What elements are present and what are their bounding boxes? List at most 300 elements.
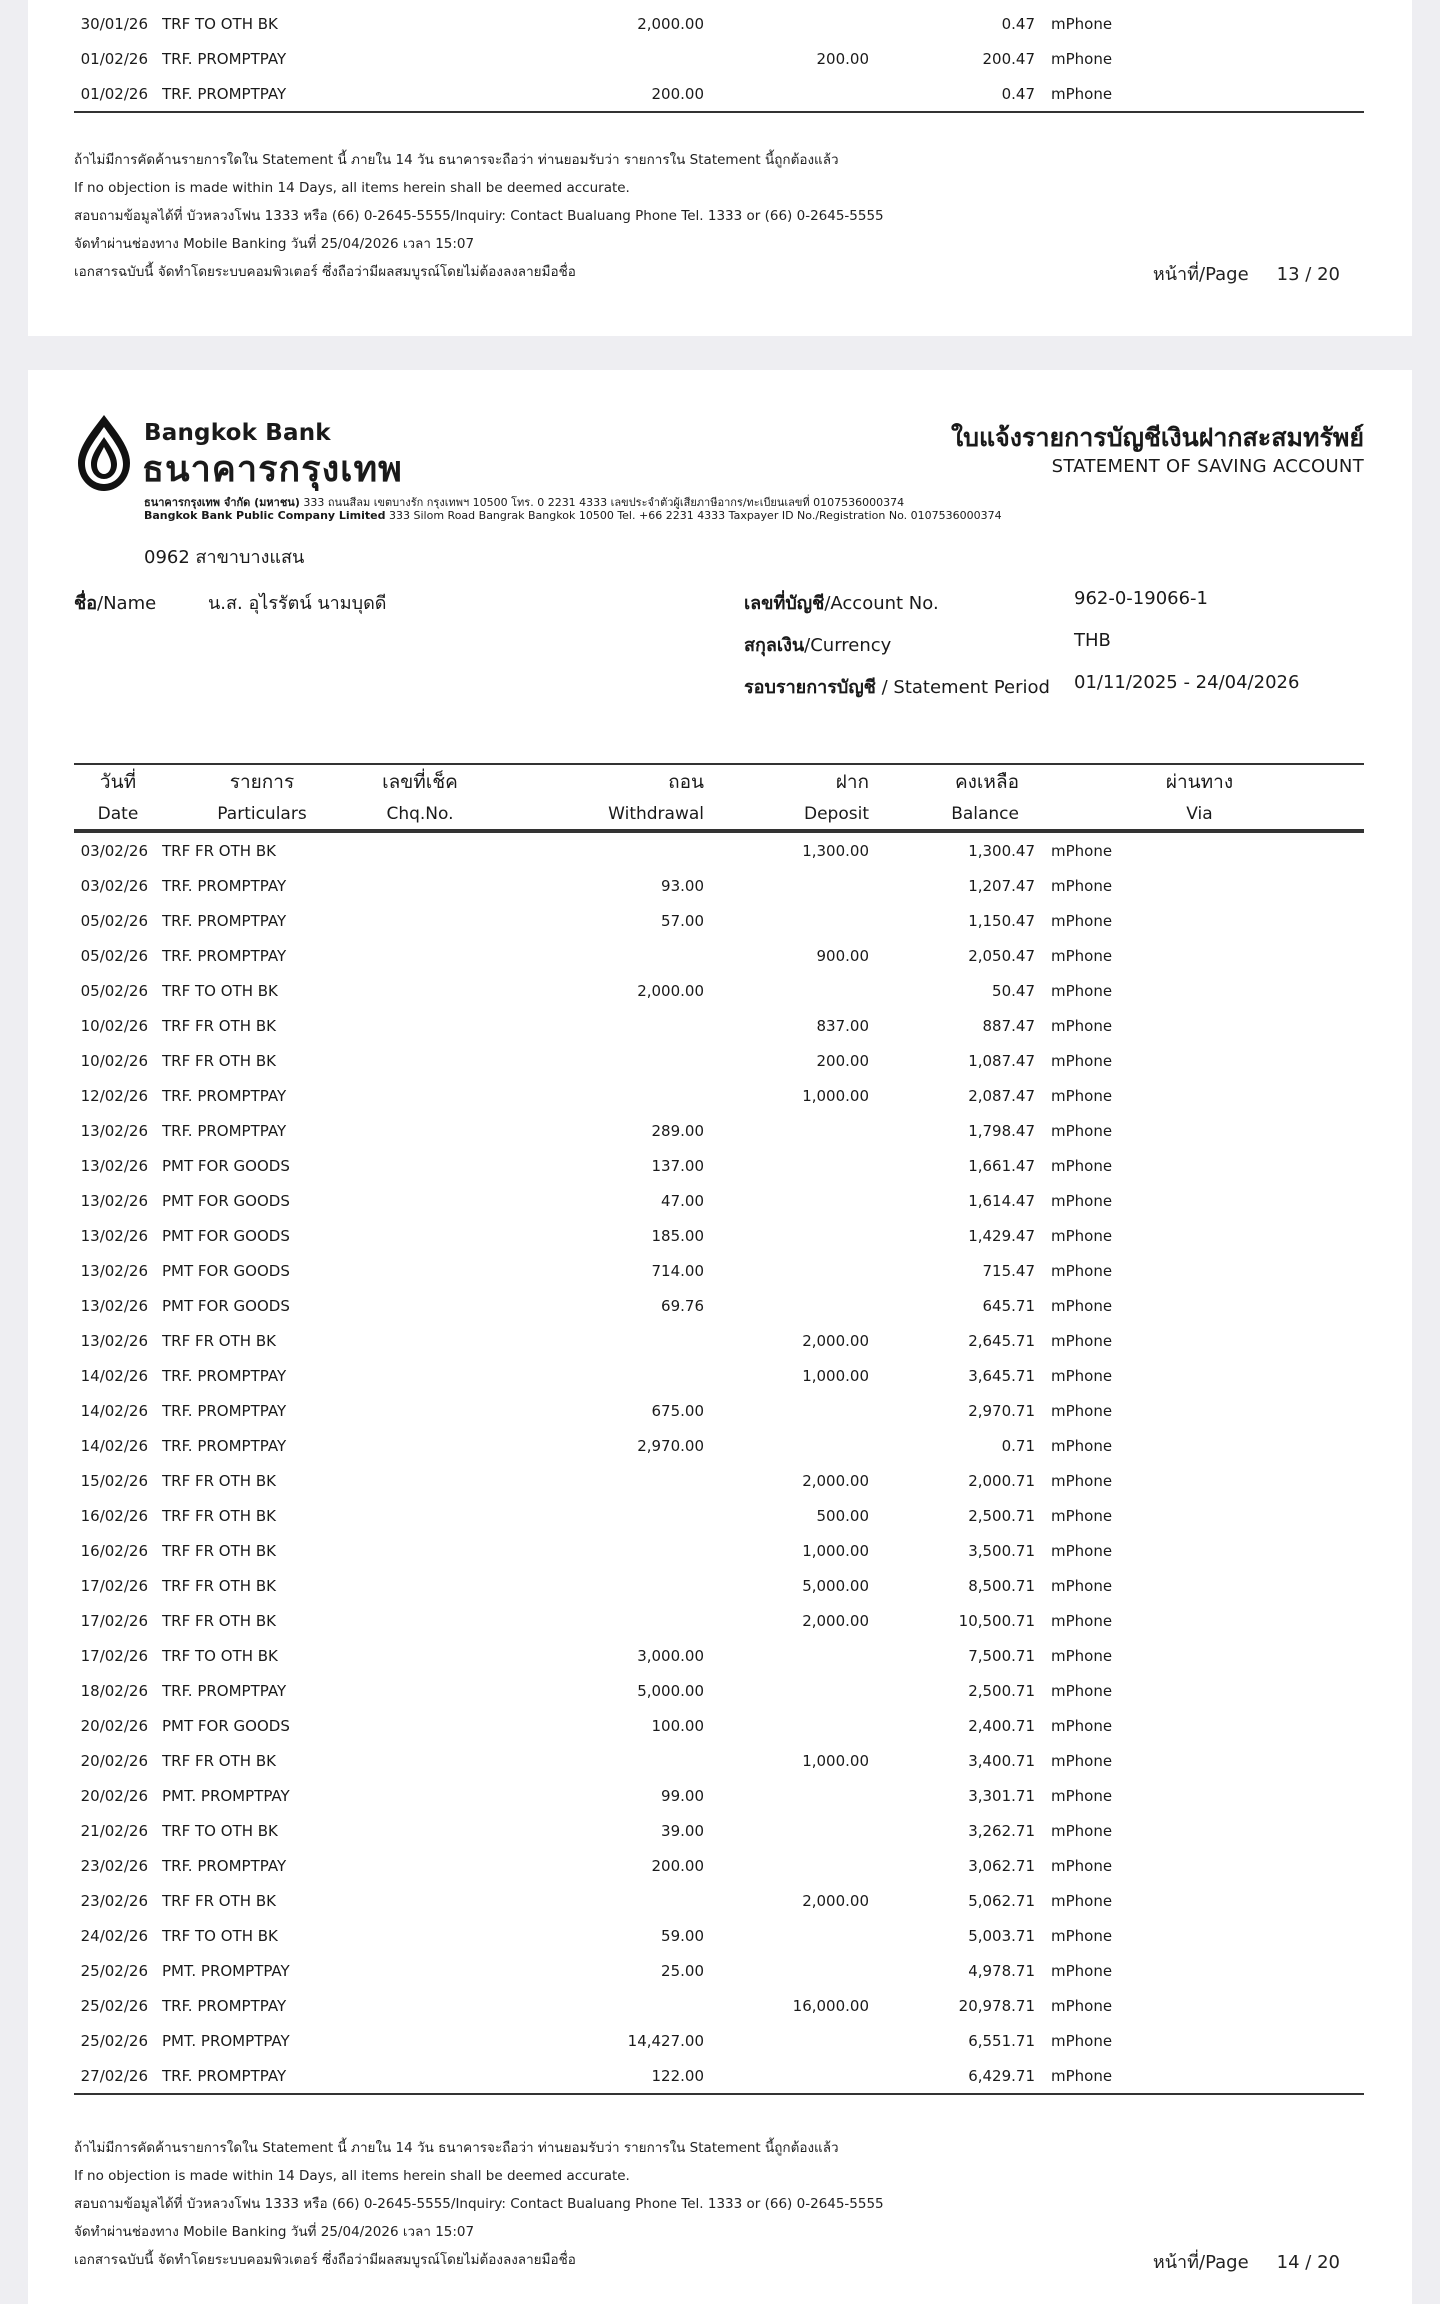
- currency-label: สกุลเงิน/Currency: [744, 635, 892, 656]
- col-via-en: Via: [1186, 803, 1213, 824]
- row-cheque-no: [362, 1008, 478, 1043]
- row-particulars: TRF. PROMPTPAY: [162, 1856, 287, 1875]
- row-cheque-no: [362, 1918, 478, 1953]
- row-particulars: PMT. PROMPTPAY: [162, 1786, 290, 1805]
- row-balance: 2,645.71: [968, 1331, 1035, 1350]
- row-balance: 3,301.71: [968, 1786, 1035, 1805]
- row-withdrawal: 2,000.00: [637, 14, 704, 33]
- row-particulars: TRF FR OTH BK: [162, 1751, 276, 1770]
- page-number: [1153, 2247, 1340, 2276]
- page-number-value: 13 / 20: [1276, 264, 1340, 285]
- statement-page-14: [28, 370, 1412, 2304]
- row-particulars: PMT FOR GOODS: [162, 1296, 290, 1315]
- col-particulars-en: Particulars: [217, 803, 307, 824]
- page-number-label: หน้าที่/Page: [1152, 2252, 1249, 2273]
- row-via: mPhone: [1051, 1086, 1113, 1105]
- row-withdrawal: 289.00: [651, 1121, 704, 1140]
- row-date: 13/02/26: [80, 1191, 148, 1210]
- row-via: mPhone: [1051, 1751, 1113, 1770]
- row-deposit: [704, 1848, 869, 1883]
- row-withdrawal: [478, 1008, 704, 1043]
- row-deposit: [704, 1113, 869, 1148]
- table-row: [74, 1988, 1364, 2023]
- row-date: 13/02/26: [80, 1261, 148, 1280]
- page-number-value: 14 / 20: [1276, 2252, 1340, 2273]
- row-via: mPhone: [1051, 14, 1113, 33]
- col-balance-th: คงเหลือ: [954, 770, 1019, 793]
- row-date: 16/02/26: [80, 1506, 148, 1525]
- row-cheque-no: [362, 1568, 478, 1603]
- row-cheque-no: [362, 2058, 478, 2093]
- currency-value: THB: [1074, 630, 1111, 651]
- row-via: mPhone: [1051, 1226, 1113, 1245]
- row-cheque-no: [362, 1603, 478, 1638]
- row-balance: 4,978.71: [968, 1961, 1035, 1980]
- row-withdrawal: 714.00: [651, 1261, 704, 1280]
- row-cheque-no: [362, 1393, 478, 1428]
- row-balance: 2,000.71: [968, 1471, 1035, 1490]
- row-via: mPhone: [1051, 2066, 1113, 2085]
- table-row: [74, 1918, 1364, 1953]
- row-via: mPhone: [1051, 1961, 1113, 1980]
- row-deposit: 900.00: [816, 946, 869, 965]
- statement-footer: [74, 2134, 1364, 2284]
- row-via: mPhone: [1051, 1436, 1113, 1455]
- row-cheque-no: [362, 1673, 478, 1708]
- row-deposit: 2,000.00: [802, 1891, 869, 1910]
- row-balance: 645.71: [982, 1296, 1035, 1315]
- row-via: mPhone: [1051, 84, 1113, 103]
- row-via: mPhone: [1051, 1156, 1113, 1175]
- row-via: mPhone: [1051, 1786, 1113, 1805]
- transaction-table-body: [74, 833, 1364, 2093]
- row-cheque-no: [362, 1953, 478, 1988]
- row-deposit: [704, 76, 869, 111]
- table-row: [74, 1393, 1364, 1428]
- table-bottom-rule: [74, 2093, 1364, 2095]
- row-balance: 887.47: [982, 1016, 1035, 1035]
- row-via: mPhone: [1051, 946, 1113, 965]
- table-bottom-rule: [74, 111, 1364, 113]
- table-row: [74, 1778, 1364, 1813]
- table-row: [74, 1253, 1364, 1288]
- row-deposit: 2,000.00: [802, 1331, 869, 1350]
- row-deposit: [704, 6, 869, 41]
- row-balance: 2,087.47: [968, 1086, 1035, 1105]
- row-particulars: TRF FR OTH BK: [162, 1016, 276, 1035]
- col-deposit-th: ฝาก: [835, 770, 869, 793]
- row-balance: 8,500.71: [968, 1576, 1035, 1595]
- page-number: [1153, 259, 1340, 288]
- row-deposit: [704, 1428, 869, 1463]
- row-deposit: 1,000.00: [802, 1366, 869, 1385]
- row-withdrawal: 99.00: [661, 1786, 704, 1805]
- table-row: [74, 1708, 1364, 1743]
- row-particulars: PMT. PROMPTPAY: [162, 1961, 290, 1980]
- statement-period-label: รอบรายการบัญชี / Statement Period: [744, 677, 1050, 698]
- row-date: 13/02/26: [80, 1121, 148, 1140]
- table-row: [74, 1813, 1364, 1848]
- name-label: ชื่อ/Name: [74, 593, 157, 614]
- table-row: [74, 1288, 1364, 1323]
- row-balance: 2,500.71: [968, 1681, 1035, 1700]
- row-balance: 10,500.71: [958, 1611, 1035, 1630]
- table-row: [74, 2023, 1364, 2058]
- row-deposit: [704, 2023, 869, 2058]
- row-date: 03/02/26: [80, 841, 148, 860]
- statement-page-13: [28, 0, 1412, 336]
- table-row: [74, 76, 1364, 111]
- row-withdrawal: [478, 833, 704, 868]
- row-balance: 20,978.71: [958, 1996, 1035, 2015]
- row-cheque-no: [362, 1988, 478, 2023]
- row-deposit: [704, 1183, 869, 1218]
- row-date: 16/02/26: [80, 1541, 148, 1560]
- row-particulars: TRF. PROMPTPAY: [162, 1681, 287, 1700]
- row-withdrawal: 25.00: [661, 1961, 704, 1980]
- table-row: [74, 2058, 1364, 2093]
- row-date: 10/02/26: [80, 1051, 148, 1070]
- row-withdrawal: [478, 938, 704, 973]
- table-row: [74, 1848, 1364, 1883]
- row-cheque-no: [362, 41, 478, 76]
- row-balance: 200.47: [982, 49, 1035, 68]
- row-balance: 5,062.71: [968, 1891, 1035, 1910]
- row-balance: 1,150.47: [968, 911, 1035, 930]
- table-row: [74, 1743, 1364, 1778]
- row-date: 24/02/26: [80, 1926, 148, 1945]
- row-deposit: 200.00: [816, 49, 869, 68]
- row-particulars: PMT FOR GOODS: [162, 1191, 290, 1210]
- row-cheque-no: [362, 1708, 478, 1743]
- col-chq-en: Chq.No.: [386, 803, 454, 824]
- row-balance: 2,400.71: [968, 1716, 1035, 1735]
- row-withdrawal: 69.76: [661, 1296, 704, 1315]
- table-row: [74, 1323, 1364, 1358]
- row-particulars: TRF FR OTH BK: [162, 1541, 276, 1560]
- footer-objection-en: If no objection is made within 14 Days, all items herein shall be deemed accurate.: [74, 2168, 630, 2184]
- row-via: mPhone: [1051, 1856, 1113, 1875]
- row-via: mPhone: [1051, 1331, 1113, 1350]
- row-balance: 2,970.71: [968, 1401, 1035, 1420]
- transaction-table: [74, 763, 1364, 831]
- row-particulars: TRF FR OTH BK: [162, 1576, 276, 1595]
- row-balance: 2,050.47: [968, 946, 1035, 965]
- row-deposit: 1,000.00: [802, 1086, 869, 1105]
- row-particulars: TRF FR OTH BK: [162, 1891, 276, 1910]
- row-via: mPhone: [1051, 1891, 1113, 1910]
- col-date-th: วันที่: [99, 770, 137, 793]
- row-via: mPhone: [1051, 1261, 1113, 1280]
- row-balance: 3,262.71: [968, 1821, 1035, 1840]
- row-deposit: 1,000.00: [802, 1541, 869, 1560]
- row-withdrawal: 185.00: [651, 1226, 704, 1245]
- row-cheque-no: [362, 1078, 478, 1113]
- row-particulars: TRF FR OTH BK: [162, 1331, 276, 1350]
- row-date: 14/02/26: [80, 1366, 148, 1385]
- row-date: 05/02/26: [80, 911, 148, 930]
- row-withdrawal: 47.00: [661, 1191, 704, 1210]
- bank-name-en: Bangkok Bank: [144, 420, 331, 446]
- row-via: mPhone: [1051, 1646, 1113, 1665]
- row-deposit: [704, 973, 869, 1008]
- table-row: [74, 1008, 1364, 1043]
- row-via: mPhone: [1051, 1611, 1113, 1630]
- row-cheque-no: [362, 1043, 478, 1078]
- row-cheque-no: [362, 833, 478, 868]
- row-deposit: 1,000.00: [802, 1751, 869, 1770]
- row-date: 01/02/26: [80, 84, 148, 103]
- transaction-table-body: [74, 6, 1364, 111]
- table-row: [74, 1428, 1364, 1463]
- row-withdrawal: [478, 1603, 704, 1638]
- row-particulars: TRF. PROMPTPAY: [162, 1436, 287, 1455]
- row-particulars: TRF. PROMPTPAY: [162, 946, 287, 965]
- row-date: 18/02/26: [80, 1681, 148, 1700]
- transaction-table-rows: [74, 833, 1364, 2093]
- row-withdrawal: [478, 1463, 704, 1498]
- row-particulars: PMT FOR GOODS: [162, 1156, 290, 1175]
- row-cheque-no: [362, 1323, 478, 1358]
- row-withdrawal: 2,000.00: [637, 981, 704, 1000]
- row-balance: 1,300.47: [968, 841, 1035, 860]
- row-withdrawal: 2,970.00: [637, 1436, 704, 1455]
- table-row: [74, 903, 1364, 938]
- bank-company-th: ธนาคารกรุงเทพ จำกัด (มหาชน): [144, 496, 300, 509]
- row-date: 25/02/26: [80, 1996, 148, 2015]
- row-withdrawal: 100.00: [651, 1716, 704, 1735]
- row-date: 13/02/26: [80, 1156, 148, 1175]
- row-particulars: TRF. PROMPTPAY: [162, 911, 287, 930]
- row-date: 27/02/26: [80, 2066, 148, 2085]
- row-date: 01/02/26: [80, 49, 148, 68]
- table-row: [74, 1533, 1364, 1568]
- statement-title-th: ใบแจ้งรายการบัญชีเงินฝากสะสมทรัพย์: [950, 423, 1364, 452]
- row-cheque-no: [362, 1253, 478, 1288]
- row-date: 05/02/26: [80, 946, 148, 965]
- row-withdrawal: 122.00: [651, 2066, 704, 2085]
- row-via: mPhone: [1051, 1821, 1113, 1840]
- row-withdrawal: 14,427.00: [627, 2031, 704, 2050]
- row-withdrawal: [478, 1323, 704, 1358]
- row-balance: 0.47: [1001, 14, 1035, 33]
- row-deposit: [704, 1953, 869, 1988]
- col-balance-en: Balance: [951, 803, 1019, 824]
- table-row: [74, 973, 1364, 1008]
- table-row: [74, 1638, 1364, 1673]
- statement-period-value: 01/11/2025 - 24/04/2026: [1074, 672, 1300, 693]
- row-withdrawal: [478, 1883, 704, 1918]
- row-via: mPhone: [1051, 1681, 1113, 1700]
- row-balance: 6,429.71: [968, 2066, 1035, 2085]
- row-particulars: TRF. PROMPTPAY: [162, 1996, 287, 2015]
- row-balance: 1,087.47: [968, 1051, 1035, 1070]
- row-deposit: [704, 1778, 869, 1813]
- row-date: 14/02/26: [80, 1436, 148, 1455]
- row-via: mPhone: [1051, 1051, 1113, 1070]
- row-date: 10/02/26: [80, 1016, 148, 1035]
- row-date: 20/02/26: [80, 1751, 148, 1770]
- row-withdrawal: [478, 1743, 704, 1778]
- row-particulars: TRF. PROMPTPAY: [162, 49, 287, 68]
- row-date: 21/02/26: [80, 1821, 148, 1840]
- row-particulars: PMT FOR GOODS: [162, 1226, 290, 1245]
- col-withdrawal-th: ถอน: [668, 770, 704, 793]
- bank-name-th: ธนาคารกรุงเทพ: [142, 449, 403, 490]
- row-via: mPhone: [1051, 1541, 1113, 1560]
- row-date: 15/02/26: [80, 1471, 148, 1490]
- row-particulars: TRF. PROMPTPAY: [162, 84, 287, 103]
- row-balance: 1,429.47: [968, 1226, 1035, 1245]
- row-date: 05/02/26: [80, 981, 148, 1000]
- row-balance: 1,661.47: [968, 1156, 1035, 1175]
- col-withdrawal-en: Withdrawal: [608, 803, 704, 824]
- row-date: 13/02/26: [80, 1226, 148, 1245]
- table-row: [74, 6, 1364, 41]
- row-particulars: TRF TO OTH BK: [162, 14, 278, 33]
- row-particulars: TRF FR OTH BK: [162, 841, 276, 860]
- bank-address-en: [144, 509, 1002, 522]
- row-withdrawal: [478, 1358, 704, 1393]
- row-cheque-no: [362, 76, 478, 111]
- row-cheque-no: [362, 938, 478, 973]
- page-number-label: หน้าที่/Page: [1152, 264, 1249, 285]
- col-via-th: ผ่านทาง: [1165, 770, 1234, 793]
- row-particulars: TRF TO OTH BK: [162, 1926, 278, 1945]
- row-deposit: [704, 1288, 869, 1323]
- row-particulars: TRF. PROMPTPAY: [162, 1121, 287, 1140]
- row-withdrawal: 57.00: [661, 911, 704, 930]
- row-via: mPhone: [1051, 1716, 1113, 1735]
- table-row: [74, 1218, 1364, 1253]
- row-balance: 3,400.71: [968, 1751, 1035, 1770]
- row-particulars: TRF FR OTH BK: [162, 1471, 276, 1490]
- row-particulars: TRF FR OTH BK: [162, 1051, 276, 1070]
- row-particulars: TRF. PROMPTPAY: [162, 1401, 287, 1420]
- table-row: [74, 1883, 1364, 1918]
- row-withdrawal: 200.00: [651, 1856, 704, 1875]
- transaction-table: [74, 6, 1364, 111]
- row-via: mPhone: [1051, 1576, 1113, 1595]
- table-row: [74, 1183, 1364, 1218]
- row-balance: 3,500.71: [968, 1541, 1035, 1560]
- table-row: [74, 1498, 1364, 1533]
- row-withdrawal: [478, 1078, 704, 1113]
- row-particulars: TRF. PROMPTPAY: [162, 876, 287, 895]
- footer-computer-generated: เอกสารฉบับนี้ จัดทำโดยระบบคอมพิวเตอร์ ซึ่งถือว่ามีผลสมบูรณ์โดยไม่ต้องลงลายมือชื่อ: [74, 264, 576, 280]
- row-withdrawal: 93.00: [661, 876, 704, 895]
- table-row: [74, 41, 1364, 76]
- row-cheque-no: [362, 1743, 478, 1778]
- row-particulars: TRF FR OTH BK: [162, 1506, 276, 1525]
- row-balance: 0.47: [1001, 84, 1035, 103]
- row-withdrawal: [478, 1498, 704, 1533]
- row-date: 13/02/26: [80, 1331, 148, 1350]
- footer-objection-th: ถ้าไม่มีการคัดค้านรายการใดใน Statement นี้ ภายใน 14 วัน ธนาคารจะถือว่า ท่านยอมรับว่า รายการใน Statement นี้ถูกต้องแล้ว: [74, 2140, 839, 2156]
- row-via: mPhone: [1051, 1191, 1113, 1210]
- row-deposit: 5,000.00: [802, 1576, 869, 1595]
- row-deposit: 2,000.00: [802, 1471, 869, 1490]
- row-deposit: [704, 1708, 869, 1743]
- row-via: mPhone: [1051, 876, 1113, 895]
- table-header: [74, 764, 1364, 830]
- account-number-label: เลขที่บัญชี/Account No.: [744, 593, 939, 614]
- row-via: mPhone: [1051, 1366, 1113, 1385]
- row-withdrawal: [478, 1988, 704, 2023]
- col-particulars-th: รายการ: [229, 770, 295, 793]
- row-balance: 1,798.47: [968, 1121, 1035, 1140]
- row-via: mPhone: [1051, 1926, 1113, 1945]
- row-balance: 1,614.47: [968, 1191, 1035, 1210]
- row-date: 20/02/26: [80, 1716, 148, 1735]
- row-cheque-no: [362, 868, 478, 903]
- row-balance: 0.71: [1001, 1436, 1035, 1455]
- branch-name: 0962 สาขาบางแสน: [144, 547, 305, 568]
- row-deposit: 16,000.00: [792, 1996, 869, 2015]
- row-deposit: 2,000.00: [802, 1611, 869, 1630]
- statement-footer: [74, 146, 1364, 296]
- row-deposit: [704, 903, 869, 938]
- row-balance: 2,500.71: [968, 1506, 1035, 1525]
- row-withdrawal: 675.00: [651, 1401, 704, 1420]
- row-particulars: PMT FOR GOODS: [162, 1716, 290, 1735]
- row-cheque-no: [362, 1113, 478, 1148]
- row-particulars: TRF TO OTH BK: [162, 1646, 278, 1665]
- row-deposit: 1,300.00: [802, 841, 869, 860]
- row-via: mPhone: [1051, 1296, 1113, 1315]
- row-cheque-no: [362, 1358, 478, 1393]
- row-balance: 7,500.71: [968, 1646, 1035, 1665]
- row-cheque-no: [362, 1183, 478, 1218]
- row-deposit: 837.00: [816, 1016, 869, 1035]
- row-date: 25/02/26: [80, 1961, 148, 1980]
- row-via: mPhone: [1051, 981, 1113, 1000]
- row-deposit: 200.00: [816, 1051, 869, 1070]
- row-withdrawal: [478, 1533, 704, 1568]
- footer-objection-th: ถ้าไม่มีการคัดค้านรายการใดใน Statement นี้ ภายใน 14 วัน ธนาคารจะถือว่า ท่านยอมรับว่า รายการใน Statement นี้ถูกต้องแล้ว: [74, 152, 839, 168]
- bank-company-en: Bangkok Bank Public Company Limited: [144, 509, 386, 522]
- table-row: [74, 868, 1364, 903]
- row-cheque-no: [362, 1813, 478, 1848]
- footer-computer-generated: เอกสารฉบับนี้ จัดทำโดยระบบคอมพิวเตอร์ ซึ่งถือว่ามีผลสมบูรณ์โดยไม่ต้องลงลายมือชื่อ: [74, 2252, 576, 2268]
- row-balance: 1,207.47: [968, 876, 1035, 895]
- row-deposit: [704, 1253, 869, 1288]
- table-row: [74, 1463, 1364, 1498]
- col-chq-th: เลขที่เช็ค: [382, 770, 458, 793]
- row-cheque-no: [362, 6, 478, 41]
- row-particulars: TRF. PROMPTPAY: [162, 1366, 287, 1385]
- row-date: 17/02/26: [80, 1576, 148, 1595]
- table-row: [74, 938, 1364, 973]
- row-withdrawal: 200.00: [651, 84, 704, 103]
- row-withdrawal: 3,000.00: [637, 1646, 704, 1665]
- row-cheque-no: [362, 1288, 478, 1323]
- row-date: 12/02/26: [80, 1086, 148, 1105]
- row-particulars: TRF FR OTH BK: [162, 1611, 276, 1630]
- row-via: mPhone: [1051, 1016, 1113, 1035]
- row-balance: 3,645.71: [968, 1366, 1035, 1385]
- row-withdrawal: [478, 1568, 704, 1603]
- row-withdrawal: [478, 1043, 704, 1078]
- row-date: 14/02/26: [80, 1401, 148, 1420]
- table-row: [74, 1673, 1364, 1708]
- row-via: mPhone: [1051, 911, 1113, 930]
- row-deposit: [704, 1813, 869, 1848]
- row-via: mPhone: [1051, 1121, 1113, 1140]
- row-cheque-no: [362, 1883, 478, 1918]
- row-particulars: TRF. PROMPTPAY: [162, 2066, 287, 2085]
- row-cheque-no: [362, 973, 478, 1008]
